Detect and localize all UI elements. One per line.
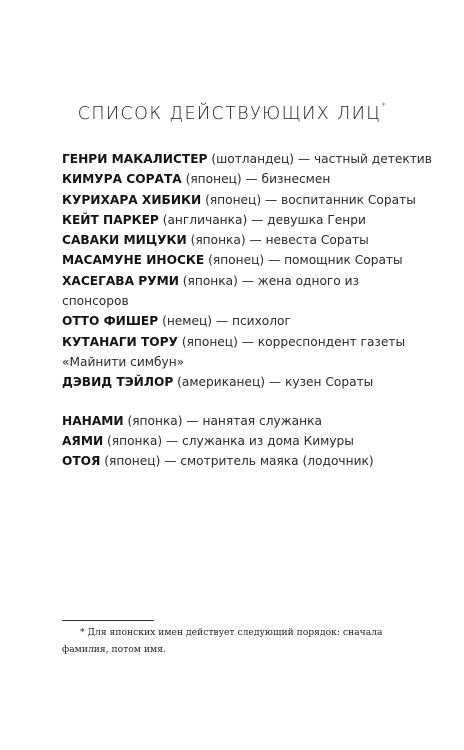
character-nationality: (немец)	[162, 314, 213, 329]
character-name: ОТТО ФИШЕР	[62, 314, 159, 329]
character-name: АЯМИ	[62, 433, 104, 448]
character-role: — бизнесмен	[241, 172, 331, 187]
list-item	[62, 250, 403, 270]
character-name: КУРИХАРА ХИБИКИ	[62, 192, 202, 207]
character-role: — кузен Сораты	[265, 375, 374, 390]
character-name: ДЭВИД ТЭЙЛОР	[62, 375, 174, 390]
list-item	[62, 230, 392, 250]
section-gap	[62, 393, 392, 411]
character-role: — корреспондент газеты	[237, 334, 406, 349]
list-item	[62, 169, 392, 189]
character-name: КЕЙТ ПАРКЕР	[62, 212, 159, 227]
footnote-line-1: * Для японских имен действует следующий порядок: сначала	[80, 627, 383, 638]
character-role: — служанка из дома Кимуры	[162, 433, 354, 448]
character-nationality: (японец)	[208, 253, 265, 268]
character-role: — нанятая служанка	[182, 413, 322, 428]
character-role-continuation: «Майнити симбун»	[62, 354, 185, 369]
footnote-marker: *	[381, 101, 387, 112]
character-nationality: (японец)	[185, 172, 242, 187]
character-name: САВАКИ МИЦУКИ	[62, 233, 187, 248]
character-nationality: (американец)	[177, 375, 266, 390]
character-nationality: (японка)	[182, 273, 238, 288]
character-name: КИМУРА СОРАТА	[62, 172, 182, 187]
character-role: — помощник Сораты	[264, 253, 403, 268]
list-item	[62, 451, 392, 471]
character-nationality: (японка)	[107, 433, 163, 448]
character-name: ОТОЯ	[62, 454, 101, 469]
character-role: — жена одного из	[237, 273, 360, 288]
character-role: — невеста Сораты	[245, 233, 369, 248]
list-item	[62, 190, 416, 210]
character-nationality: (японец)	[181, 334, 238, 349]
list-item	[62, 311, 392, 331]
character-nationality: (японка)	[127, 413, 183, 428]
character-nationality: (японка)	[190, 233, 246, 248]
list-item	[62, 372, 392, 392]
character-nationality: (японец)	[104, 454, 161, 469]
footnote-line-2: фамилия, потом имя.	[62, 644, 166, 655]
character-role: — психолог	[212, 314, 291, 329]
character-role: — смотритель маяка (лодочник)	[160, 454, 374, 469]
character-name: НАНАМИ	[62, 413, 124, 428]
character-nationality: (англичанка)	[162, 212, 248, 227]
character-role: — частный детектив	[294, 152, 432, 166]
list-item	[62, 210, 392, 230]
character-list	[62, 149, 432, 471]
page-title-text: СПИСОК ДЕЙСТВУЮЩИХ ЛИЦ	[77, 104, 382, 124]
character-role-continuation: спонсоров	[62, 294, 129, 309]
character-name: ХАСЕГАВА РУМИ	[62, 273, 179, 288]
footnote-divider	[62, 620, 154, 621]
character-name: МАСАМУНЕ ИНОСКЕ	[62, 253, 205, 268]
list-item	[62, 431, 392, 451]
character-nationality: (японец)	[205, 192, 262, 207]
list-item	[62, 149, 432, 169]
footnote	[62, 624, 404, 658]
list-item	[62, 411, 392, 431]
character-role: — девушка Генри	[247, 212, 366, 227]
character-role: — воспитанник Сораты	[261, 192, 416, 207]
character-nationality: (шотландец)	[211, 152, 295, 166]
character-name: ГЕНРИ МАКАЛИСТЕР	[62, 152, 208, 166]
list-item	[62, 332, 406, 352]
character-name: КУТАНАГИ ТОРУ	[62, 334, 178, 349]
page-title	[0, 101, 464, 124]
list-item	[62, 271, 392, 291]
